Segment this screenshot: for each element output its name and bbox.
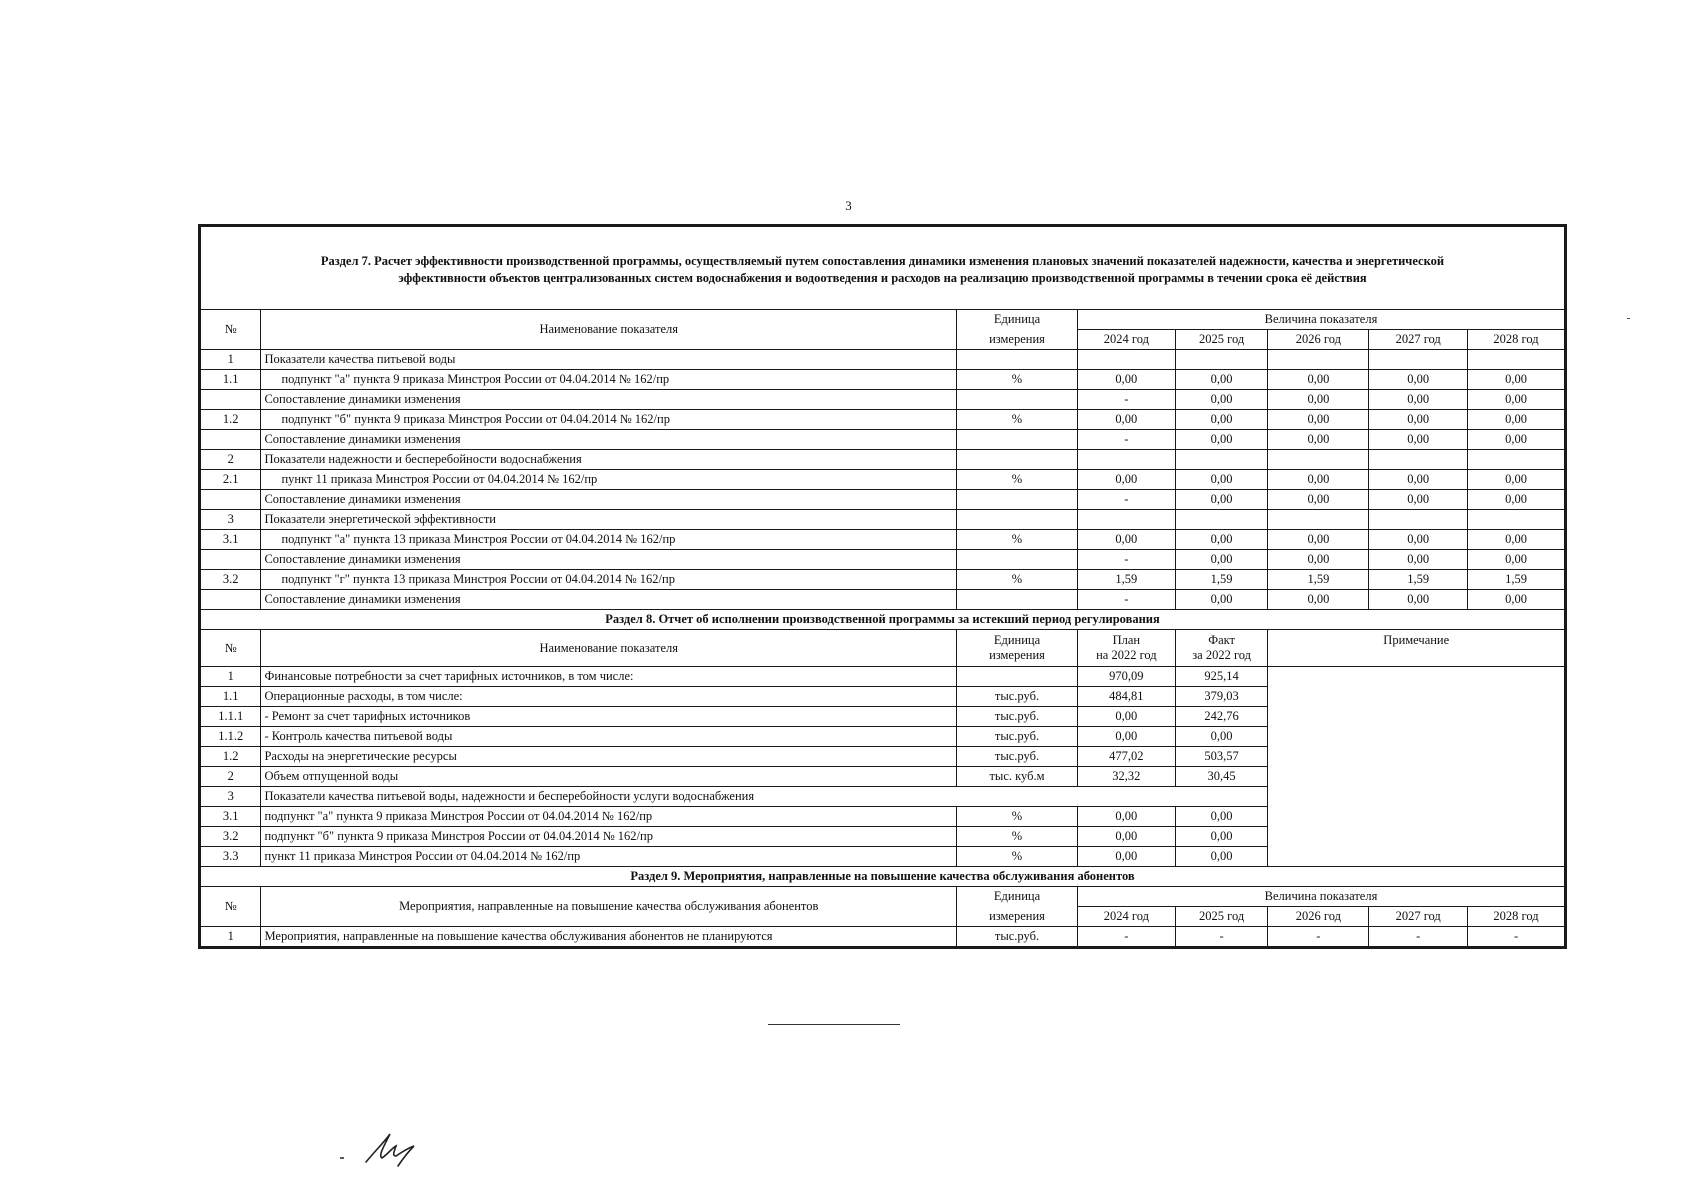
report-table-frame <box>198 224 1567 949</box>
row-value <box>1175 350 1268 370</box>
row-num: 1 <box>201 350 261 370</box>
row-name: - Ремонт за счет тарифных источников <box>261 707 957 727</box>
row-plan: 0,00 <box>1077 727 1175 747</box>
row-value: 0,00 <box>1268 390 1369 410</box>
row-num: 1.2 <box>201 747 261 767</box>
header-fact <box>1175 630 1268 667</box>
section7-header-row <box>201 310 1565 330</box>
row-name: подпункт "а" пункта 9 приказа Минстроя России от 04.04.2014 № 162/пр <box>261 807 957 827</box>
row-plan: 0,00 <box>1077 847 1175 867</box>
section9-title-row <box>201 867 1565 887</box>
row-value: 0,00 <box>1468 590 1565 610</box>
row-value: 0,00 <box>1077 370 1175 390</box>
row-num: 2 <box>201 450 261 470</box>
row-value: 0,00 <box>1175 490 1268 510</box>
table-row <box>201 350 1565 370</box>
header-year: 2027 год <box>1369 907 1468 927</box>
row-value <box>1268 510 1369 530</box>
row-value: 0,00 <box>1468 430 1565 450</box>
table-row <box>201 510 1565 530</box>
row-num: 1.1.2 <box>201 727 261 747</box>
row-value <box>1077 350 1175 370</box>
row-value: 0,00 <box>1175 530 1268 550</box>
row-unit: тыс.руб. <box>957 707 1078 727</box>
row-fact: 30,45 <box>1175 767 1268 787</box>
row-unit: тыс.руб. <box>957 927 1078 947</box>
header-value: Величина показателя <box>1077 310 1564 330</box>
row-name: пункт 11 приказа Минстроя России от 04.04.2014 № 162/пр <box>261 470 957 490</box>
row-fact: 0,00 <box>1175 827 1268 847</box>
row-value: 0,00 <box>1369 390 1468 410</box>
row-name: пункт 11 приказа Минстроя России от 04.04.2014 № 162/пр <box>261 847 957 867</box>
row-value: - <box>1175 927 1268 947</box>
row-fact: 503,57 <box>1175 747 1268 767</box>
row-plan: 477,02 <box>1077 747 1175 767</box>
signature-mark <box>338 1130 428 1170</box>
header-num: № <box>201 630 261 667</box>
row-name: подпункт "б" пункта 9 приказа Минстроя России от 04.04.2014 № 162/пр <box>261 827 957 847</box>
row-unit <box>957 667 1078 687</box>
row-value: 0,00 <box>1268 470 1369 490</box>
row-value: 0,00 <box>1268 410 1369 430</box>
header-year: 2027 год <box>1369 330 1468 350</box>
header-note: Примечание <box>1268 630 1565 667</box>
table-row <box>201 470 1565 490</box>
row-name: Показатели надежности и бесперебойности водоснабжения <box>261 450 957 470</box>
row-unit <box>957 450 1078 470</box>
row-value: 0,00 <box>1369 430 1468 450</box>
row-value <box>1077 510 1175 530</box>
row-name: Сопоставление динамики изменения <box>261 590 957 610</box>
row-unit <box>957 390 1078 410</box>
row-value: - <box>1369 927 1468 947</box>
table-row <box>201 430 1565 450</box>
row-value: 0,00 <box>1468 390 1565 410</box>
row-unit: % <box>957 410 1078 430</box>
row-unit: % <box>957 847 1078 867</box>
report-table-body <box>201 227 1565 947</box>
header-name: Наименование показателя <box>261 630 957 667</box>
section9-title: Раздел 9. Мероприятия, направленные на повышение качества обслуживания абонентов <box>201 867 1565 887</box>
row-num: 1 <box>201 927 261 947</box>
row-unit: % <box>957 530 1078 550</box>
header-year: 2025 год <box>1175 907 1268 927</box>
row-plan: 970,09 <box>1077 667 1175 687</box>
row-fact: 0,00 <box>1175 727 1268 747</box>
header-year: 2026 год <box>1268 330 1369 350</box>
row-plan: 484,81 <box>1077 687 1175 707</box>
header-unit-line2: измерения <box>957 907 1078 927</box>
row-value: 0,00 <box>1268 590 1369 610</box>
section8-title-row <box>201 610 1565 630</box>
row-unit: % <box>957 370 1078 390</box>
row-unit: % <box>957 807 1078 827</box>
footer-rule <box>768 1024 900 1025</box>
row-value: 0,00 <box>1369 590 1468 610</box>
row-value <box>1175 450 1268 470</box>
row-num <box>201 550 261 570</box>
row-num <box>201 490 261 510</box>
table-row <box>201 570 1565 590</box>
row-num: 3.1 <box>201 530 261 550</box>
row-value: 0,00 <box>1077 410 1175 430</box>
header-num: № <box>201 310 261 350</box>
row-value: 0,00 <box>1369 530 1468 550</box>
row-unit: тыс.руб. <box>957 727 1078 747</box>
section8-title: Раздел 8. Отчет об исполнении производственной программы за истекший период регулирования <box>201 610 1565 630</box>
row-value: 0,00 <box>1369 370 1468 390</box>
row-value: 0,00 <box>1077 530 1175 550</box>
row-name: подпункт "г" пункта 13 приказа Минстроя России от 04.04.2014 № 162/пр <box>261 570 957 590</box>
row-value: - <box>1268 927 1369 947</box>
header-plan <box>1077 630 1175 667</box>
table-row <box>201 490 1565 510</box>
section9-header-row <box>201 887 1565 907</box>
header-year: 2028 год <box>1468 330 1565 350</box>
table-row <box>201 530 1565 550</box>
row-name: Объем отпущенной воды <box>261 767 957 787</box>
row-value: 0,00 <box>1175 430 1268 450</box>
row-name: Показатели энергетической эффективности <box>261 510 957 530</box>
header-year: 2025 год <box>1175 330 1268 350</box>
row-value: 0,00 <box>1369 490 1468 510</box>
note-cell-body <box>1268 667 1565 867</box>
row-value: 0,00 <box>1175 370 1268 390</box>
row-value: - <box>1077 490 1175 510</box>
row-fact: 242,76 <box>1175 707 1268 727</box>
row-num: 3.3 <box>201 847 261 867</box>
row-fact: 925,14 <box>1175 667 1268 687</box>
row-num: 1.2 <box>201 410 261 430</box>
row-value: 0,00 <box>1468 530 1565 550</box>
header-plan-line1: План <box>1112 633 1141 647</box>
row-value: 0,00 <box>1268 490 1369 510</box>
row-value: - <box>1077 590 1175 610</box>
row-num <box>201 430 261 450</box>
row-value: 0,00 <box>1268 370 1369 390</box>
row-num <box>201 590 261 610</box>
row-unit: тыс.руб. <box>957 687 1078 707</box>
header-unit-line2: измерения <box>989 648 1045 662</box>
section7-title-row <box>201 227 1565 310</box>
header-num: № <box>201 887 261 927</box>
row-num: 3.2 <box>201 827 261 847</box>
row-unit <box>957 510 1078 530</box>
row-value: 0,00 <box>1468 470 1565 490</box>
header-name: Мероприятия, направленные на повышение качества обслуживания абонентов <box>261 887 957 927</box>
row-name: подпункт "а" пункта 9 приказа Минстроя России от 04.04.2014 № 162/пр <box>261 370 957 390</box>
row-value: - <box>1077 550 1175 570</box>
row-value <box>1077 450 1175 470</box>
header-fact-line2: за 2022 год <box>1192 648 1252 662</box>
row-name: Сопоставление динамики изменения <box>261 430 957 450</box>
row-value: 1,59 <box>1268 570 1369 590</box>
row-value: 0,00 <box>1268 550 1369 570</box>
row-value: 1,59 <box>1468 570 1565 590</box>
row-value <box>1268 450 1369 470</box>
header-year: 2024 год <box>1077 907 1175 927</box>
section7-title <box>201 227 1565 310</box>
row-name: Сопоставление динамики изменения <box>261 390 957 410</box>
row-value <box>1175 510 1268 530</box>
row-name: Показатели качества питьевой воды, надежности и бесперебойности услуги водоснабжения <box>261 787 1268 807</box>
row-name: Показатели качества питьевой воды <box>261 350 957 370</box>
row-value <box>1268 350 1369 370</box>
row-value: 0,00 <box>1468 370 1565 390</box>
row-value: 1,59 <box>1077 570 1175 590</box>
row-name: Операционные расходы, в том числе: <box>261 687 957 707</box>
row-num: 3 <box>201 787 261 807</box>
table-row <box>201 450 1565 470</box>
row-value: 0,00 <box>1468 490 1565 510</box>
header-value: Величина показателя <box>1077 887 1564 907</box>
table-row <box>201 927 1565 947</box>
table-row <box>201 410 1565 430</box>
header-unit-line1: Единица <box>993 633 1041 647</box>
row-num: 1 <box>201 667 261 687</box>
section7-title-line1: Раздел 7. Расчет эффективности производственной программы, осуществляемый путем сопоставления динамики изменения плановых значений показателей надежности, качества и энергетической <box>320 254 1445 268</box>
row-unit <box>957 350 1078 370</box>
header-year: 2026 год <box>1268 907 1369 927</box>
row-value: 0,00 <box>1268 430 1369 450</box>
header-fact-line1: Факт <box>1208 633 1236 647</box>
row-value: 0,00 <box>1175 390 1268 410</box>
header-unit <box>957 630 1078 667</box>
row-fact: 0,00 <box>1175 807 1268 827</box>
row-value <box>1468 350 1565 370</box>
row-name: Мероприятия, направленные на повышение качества обслуживания абонентов не планируются <box>261 927 957 947</box>
row-num: 1.1.1 <box>201 707 261 727</box>
header-unit-line1: Единица <box>957 310 1078 330</box>
row-value: 0,00 <box>1175 590 1268 610</box>
row-num: 2.1 <box>201 470 261 490</box>
row-name: Расходы на энергетические ресурсы <box>261 747 957 767</box>
row-unit <box>957 590 1078 610</box>
header-year: 2024 год <box>1077 330 1175 350</box>
row-value: - <box>1077 927 1175 947</box>
row-name: Сопоставление динамики изменения <box>261 490 957 510</box>
row-num: 3.1 <box>201 807 261 827</box>
table-row <box>201 390 1565 410</box>
row-value: 1,59 <box>1369 570 1468 590</box>
row-value: - <box>1077 390 1175 410</box>
row-name: - Контроль качества питьевой воды <box>261 727 957 747</box>
row-num: 3 <box>201 510 261 530</box>
page-number: 3 <box>845 198 852 213</box>
row-plan: 32,32 <box>1077 767 1175 787</box>
row-unit <box>957 550 1078 570</box>
row-value <box>1369 450 1468 470</box>
row-unit <box>957 430 1078 450</box>
header-unit-line2: измерения <box>957 330 1078 350</box>
table-row <box>201 550 1565 570</box>
table-row <box>201 667 1565 687</box>
row-value: 0,00 <box>1369 410 1468 430</box>
row-value: - <box>1077 430 1175 450</box>
header-unit-line1: Единица <box>957 887 1078 907</box>
row-value: - <box>1468 927 1565 947</box>
row-unit: % <box>957 570 1078 590</box>
row-fact: 379,03 <box>1175 687 1268 707</box>
header-plan-line2: на 2022 год <box>1096 648 1157 662</box>
row-name: подпункт "а" пункта 13 приказа Минстроя России от 04.04.2014 № 162/пр <box>261 530 957 550</box>
row-num: 1.1 <box>201 370 261 390</box>
row-value: 0,00 <box>1268 530 1369 550</box>
row-value: 0,00 <box>1468 550 1565 570</box>
header-year: 2028 год <box>1468 907 1565 927</box>
table-row <box>201 370 1565 390</box>
row-name: подпункт "б" пункта 9 приказа Минстроя России от 04.04.2014 № 162/пр <box>261 410 957 430</box>
margin-mark <box>1627 318 1630 319</box>
row-plan: 0,00 <box>1077 807 1175 827</box>
row-name: Сопоставление динамики изменения <box>261 550 957 570</box>
row-plan: 0,00 <box>1077 707 1175 727</box>
row-value <box>1468 510 1565 530</box>
row-value <box>1468 450 1565 470</box>
row-value: 0,00 <box>1175 410 1268 430</box>
report-table <box>200 226 1565 947</box>
section7-title-line2: эффективности объектов централизованных систем водоснабжения и водоотведения и расходов на реализацию производственной программы в течении срока её действия <box>398 271 1367 285</box>
table-row <box>201 590 1565 610</box>
row-value: 0,00 <box>1175 470 1268 490</box>
row-value: 0,00 <box>1077 470 1175 490</box>
header-name: Наименование показателя <box>261 310 957 350</box>
row-value <box>1369 510 1468 530</box>
row-num: 1.1 <box>201 687 261 707</box>
row-value <box>1369 350 1468 370</box>
row-num: 3.2 <box>201 570 261 590</box>
row-value: 0,00 <box>1175 550 1268 570</box>
row-value: 1,59 <box>1175 570 1268 590</box>
row-value: 0,00 <box>1468 410 1565 430</box>
row-fact: 0,00 <box>1175 847 1268 867</box>
row-name: Финансовые потребности за счет тарифных источников, в том числе: <box>261 667 957 687</box>
row-unit <box>957 490 1078 510</box>
row-num: 2 <box>201 767 261 787</box>
row-num <box>201 390 261 410</box>
row-plan: 0,00 <box>1077 827 1175 847</box>
row-unit: % <box>957 827 1078 847</box>
row-unit: тыс. куб.м <box>957 767 1078 787</box>
row-unit: % <box>957 470 1078 490</box>
row-value: 0,00 <box>1369 470 1468 490</box>
section8-header-row <box>201 630 1565 667</box>
row-unit: тыс.руб. <box>957 747 1078 767</box>
row-value: 0,00 <box>1369 550 1468 570</box>
